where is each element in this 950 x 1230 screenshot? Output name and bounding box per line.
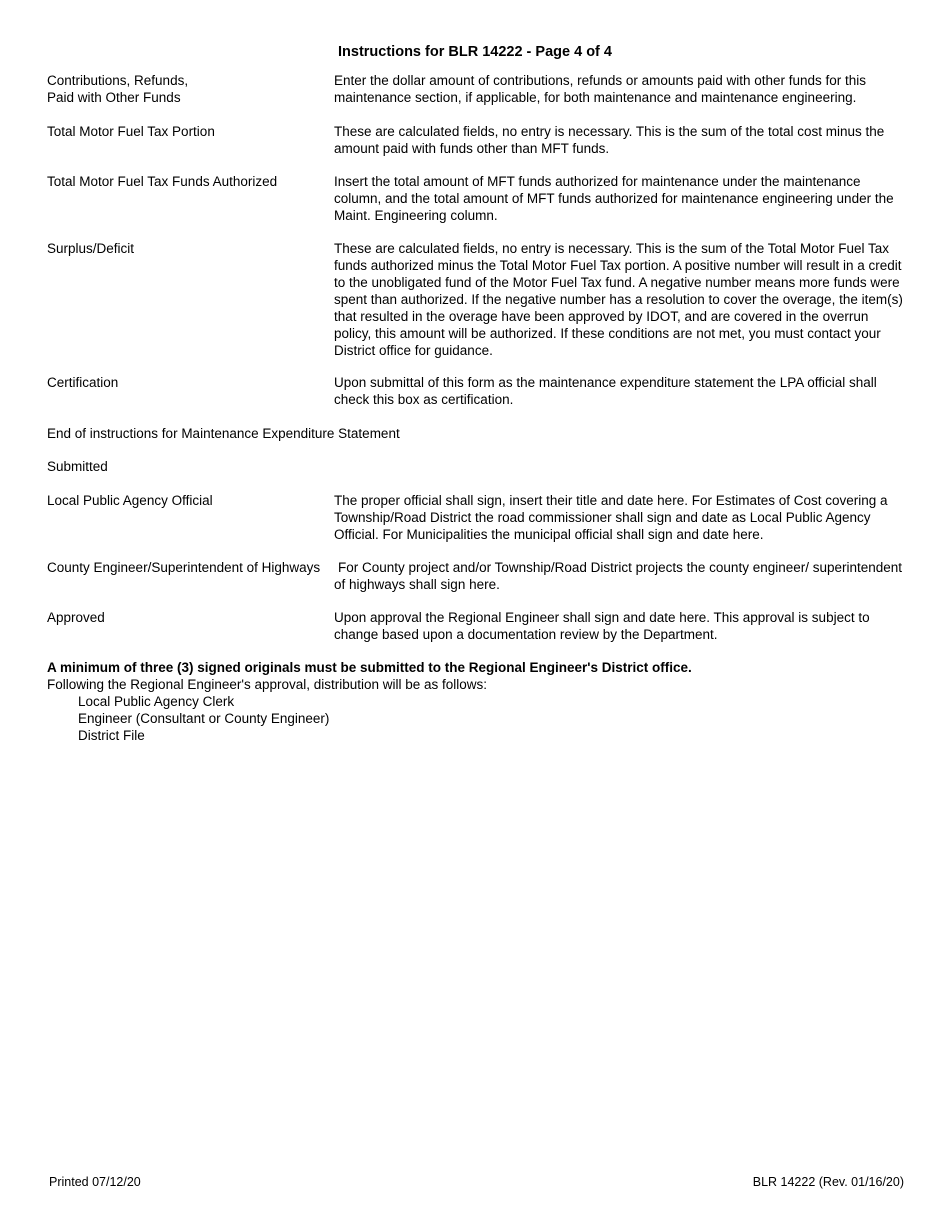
row-label: Surplus/Deficit xyxy=(47,241,135,256)
page-title: Instructions for BLR 14222 - Page 4 of 4 xyxy=(338,44,612,60)
row-label: County Engineer/Superintendent of Highways xyxy=(47,560,321,575)
minimum-originals-note: A minimum of three (3) signed originals must be submitted to the Regional Engineer's District office. xyxy=(47,660,692,675)
row-description: These are calculated fields, no entry is necessary. This is the sum of the Total Motor Fuel Tax funds authorized minus the Total Motor Fuel Tax portion. A positive number will result in a credit to the unobligated fund of the Motor Fuel Tax fund. A negative number means more funds were spent than authorized. If the negative number has a resolution to cover the overage, the item(s) that resulted in the overage have been approved by IDOT, and are covered in the overrun policy, this amount will be authorized. If these conditions are not met, you must contact your District office for guidance. xyxy=(334,241,903,358)
distribution-section xyxy=(47,659,907,744)
printed-date: Printed 07/12/20 xyxy=(49,1175,141,1189)
form-number: BLR 14222 (Rev. 01/16/20) xyxy=(752,1175,904,1189)
distribution-item: Engineer (Consultant or County Engineer) xyxy=(78,711,330,726)
distribution-intro: Following the Regional Engineer's approval, distribution will be as follows: xyxy=(47,677,488,692)
distribution-item: Local Public Agency Clerk xyxy=(78,694,235,709)
row-label: Certification xyxy=(47,375,119,390)
row-description: The proper official shall sign, insert their title and date here. For Estimates of Cost covering a Township/Road District the road commissioner shall sign and date as Local Public Agency Official. For Municipalities the municipal official shall sign and date here. xyxy=(334,493,888,542)
row-description: Upon approval the Regional Engineer shall sign and date here. This approval is subject to change based upon a documentation review by the Department. xyxy=(334,610,870,642)
row-description: These are calculated fields, no entry is necessary. This is the sum of the total cost minus the amount paid with funds other than MFT funds. xyxy=(334,124,885,156)
distribution-item: District File xyxy=(78,728,145,743)
row-description: Enter the dollar amount of contributions, refunds or amounts paid with other funds for this maintenance section, if applicable, for both maintenance and maintenance engineering. xyxy=(334,73,867,105)
row-label: Local Public Agency Official xyxy=(47,493,213,508)
row-label: Approved xyxy=(47,610,105,625)
end-of-instructions-text: End of instructions for Maintenance Expenditure Statement xyxy=(47,426,400,441)
submitted-heading: Submitted xyxy=(47,459,108,474)
row-description-text: For County project and/or Township/Road District projects the county engineer/ superintendent of highways shall sign here. xyxy=(334,560,903,592)
row-label: Total Motor Fuel Tax Portion xyxy=(47,124,215,139)
row-description: Upon submittal of this form as the maintenance expenditure statement the LPA official shall check this box as certification. xyxy=(334,375,877,407)
row-label: Contributions, Refunds, Paid with Other Funds xyxy=(47,73,189,105)
row-description: Insert the total amount of MFT funds authorized for maintenance under the maintenance column, and the total amount of MFT funds authorized for maintenance engineering under the Maint. Engineering column. xyxy=(334,174,894,223)
row-description xyxy=(334,559,909,593)
row-label: Total Motor Fuel Tax Funds Authorized xyxy=(47,174,278,189)
